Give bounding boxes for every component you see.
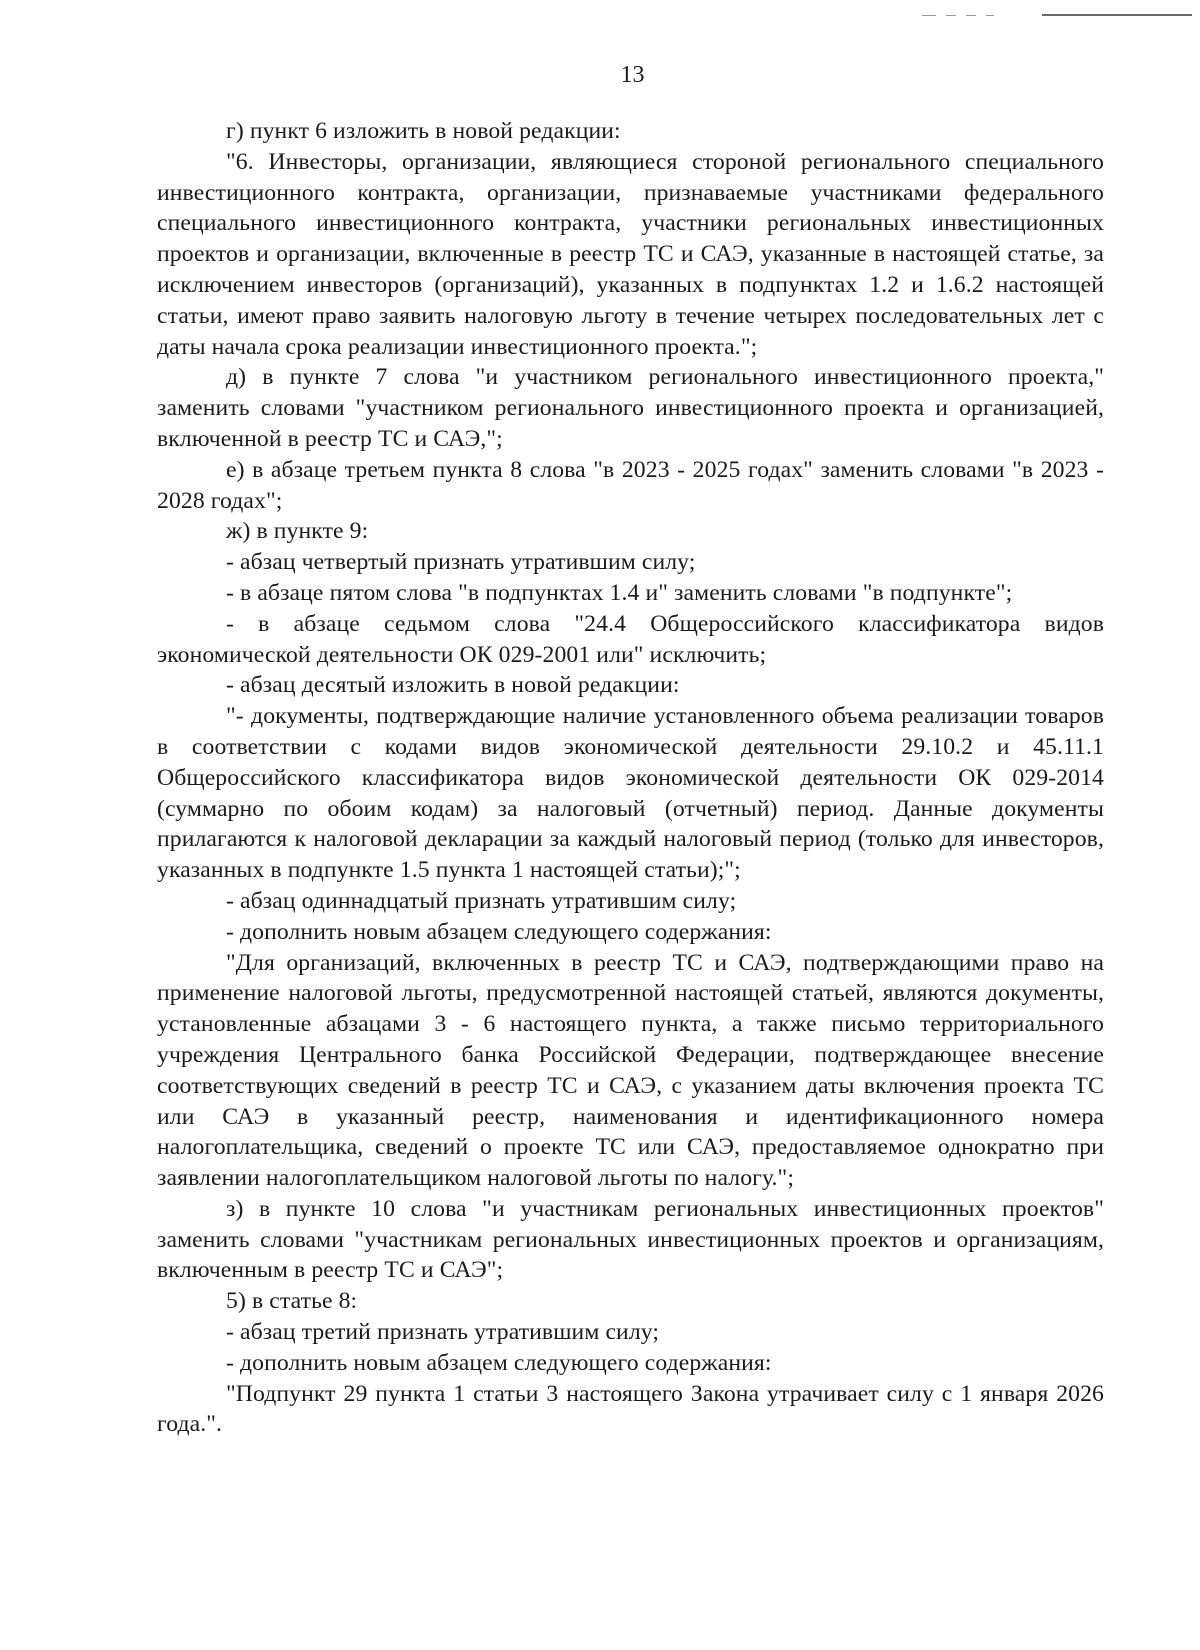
paragraph: "- документы, подтверждающие наличие установленного объема реализации товаров в соответствии с кодами видов экономической деятельности 29.10.2 и 45.11.1 Общероссийского классификатора видов экономической деятельности ОК 029-2014 (суммарно по обоим кодам) за налоговый (отчетный) период. Данные документы прилагаются к налоговой декларации за каждый налоговый период (только для инвесторов, указанных в подпункте 1.5 пункта 1 настоящей статьи);"; (157, 703, 1104, 884)
paragraph: 5) в статье 8: (226, 1288, 358, 1315)
scan-artifact (946, 15, 956, 16)
paragraph: "6. Инвесторы, организации, являющиеся стороной регионального специального инвестиционного контракта, организации, признаваемые участниками федерального специального инвестиционного контракта, участники региональных инвестиционных проектов и организации, включенные в реестр ТС и САЭ, указанные в настоящей статье, за исключением инвесторов (организаций), указанных в подпунктах 1.2 и 1.6.2 настоящей статьи, имеют право заявить налоговую льготу в течение четырех последовательных лет с даты начала срока реализации инвестиционного проекта."; (157, 148, 1104, 360)
document-body (157, 116, 1104, 1440)
paragraph: - абзац десятый изложить в новой редакции: (226, 672, 680, 699)
paragraph: - дополнить новым абзацем следующего содержания: (226, 918, 772, 945)
scan-artifact (1042, 14, 1192, 16)
paragraph: - абзац одиннадцатый признать утратившим силу; (226, 887, 737, 914)
scan-artifact (966, 15, 976, 16)
paragraph: ж) в пункте 9: (226, 518, 369, 545)
paragraph: е) в абзаце третьем пункта 8 слова "в 2023 - 2025 годах" заменить словами "в 2023 - 2028 годах"; (157, 456, 1104, 514)
paragraph: - в абзаце седьмом слова "24.4 Общероссийского классификатора видов экономической деятельности ОК 029-2001 или" исключить; (157, 610, 1104, 668)
paragraph: - абзац третий признать утратившим силу; (226, 1319, 660, 1346)
paragraph: г) пункт 6 изложить в новой редакции: (226, 118, 621, 144)
paragraph: "Подпункт 29 пункта 1 статьи 3 настоящего Закона утрачивает силу с 1 января 2026 года.". (157, 1380, 1104, 1438)
paragraph: - в абзаце пятом слова "в подпунктах 1.4 и" заменить словами "в подпункте"; (226, 579, 1013, 606)
paragraph: "Для организаций, включенных в реестр ТС и САЭ, подтверждающими право на применение налоговой льготы, предусмотренной настоящей статьей, являются документы, установленные абзацами 3 - 6 настоящего пункта, а также письмо территориального учреждения Центрального банка Российской Федерации, подтверждающее внесение соответствующих сведений в реестр ТС и САЭ, с указанием даты включения проекта ТС или САЭ в указанный реестр, наименования и идентификационного номера налогоплательщика, сведений о проекте ТС или САЭ, предоставляемое однократно при заявлении налогоплательщиком налоговой льготы по налогу."; (157, 949, 1104, 1192)
page-number: 13 (620, 62, 645, 88)
paragraph: - дополнить новым абзацем следующего содержания: (226, 1349, 772, 1376)
scan-artifact (986, 15, 994, 16)
paragraph: - абзац четвертый признать утратившим силу; (226, 549, 696, 576)
paragraph: з) в пункте 10 слова "и участникам региональных инвестиционных проектов" заменить словами "участникам региональных инвестиционных проектов и организациям, включенным в реестр ТС и САЭ"; (157, 1195, 1104, 1284)
scan-artifact (922, 15, 936, 16)
paragraph: д) в пункте 7 слова "и участником регионального инвестиционного проекта," заменить словами "участником регионального инвестиционного проекта и организацией, включенной в реестр ТС и САЭ,"; (157, 364, 1104, 452)
